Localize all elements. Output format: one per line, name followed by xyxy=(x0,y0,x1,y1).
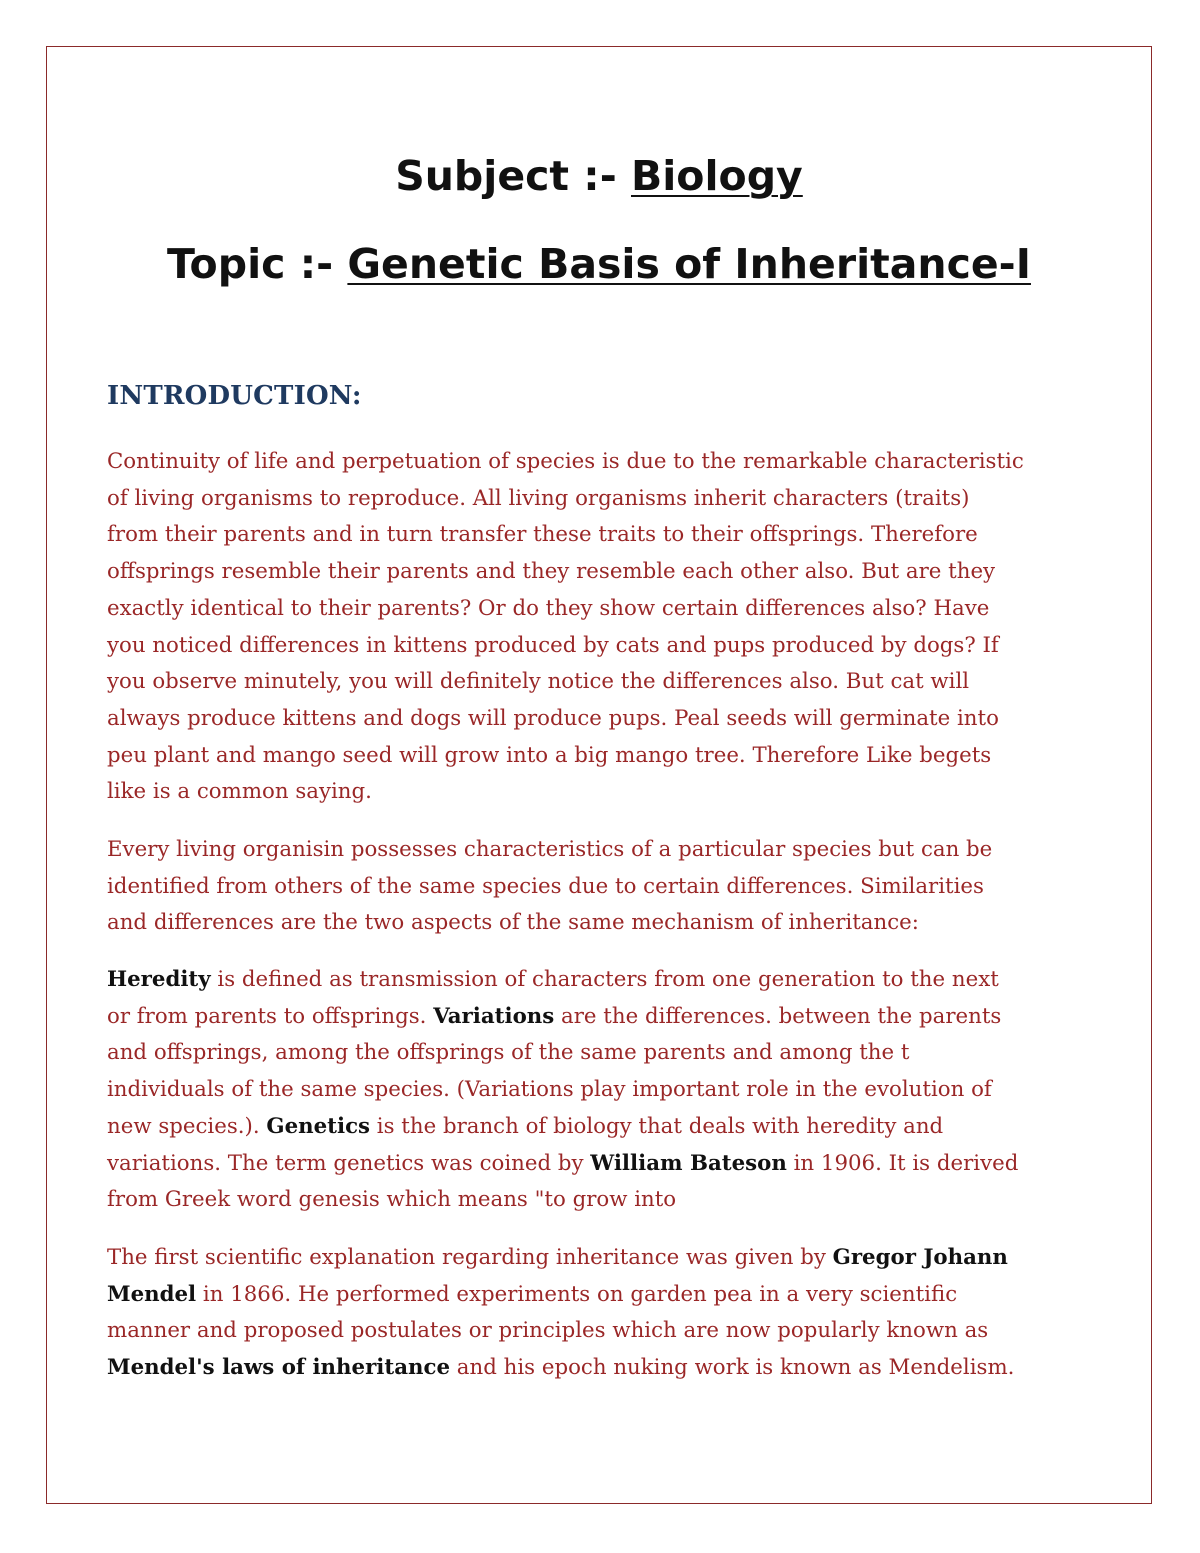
term-genetics: Genetics xyxy=(266,1113,371,1139)
paragraph-line xyxy=(107,999,1107,1036)
name-william-bateson: William Bateson xyxy=(590,1150,787,1176)
paragraph-line xyxy=(107,1240,1107,1277)
topic-value: Genetic Basis of Inheritance-I xyxy=(347,240,1031,288)
text-run: new species.). xyxy=(107,1113,267,1139)
paragraph-line: individuals of the same species. (Variations play important role in the evolution of xyxy=(107,1077,992,1103)
paragraph-line: from their parents and in turn transfer these traits to their offsprings. Therefore xyxy=(107,522,978,548)
text-run: in 1866. He performed experiments on garden pea in a very scientific xyxy=(196,1281,958,1307)
paragraph-line xyxy=(107,1277,1107,1314)
intro-paragraph-2 xyxy=(107,832,1107,942)
paragraph-line xyxy=(107,1109,1107,1146)
paragraph-line: and offsprings, among the offsprings of the same parents and among the t xyxy=(107,1040,910,1066)
paragraph-line: peu plant and mango seed will grow into a big mango tree. Therefore Like begets xyxy=(107,742,992,768)
paragraph-line: manner and proposed postulates or principles which are now popularly known as xyxy=(107,1318,989,1344)
intro-paragraph-4 xyxy=(107,1240,1107,1387)
subject-heading xyxy=(46,150,1152,202)
name-mendel: Mendel xyxy=(107,1281,197,1307)
text-run: are the differences. between the parents xyxy=(554,1003,1002,1029)
topic-heading xyxy=(46,238,1152,290)
paragraph-line: Continuity of life and perpetuation of species is due to the remarkable characteristic xyxy=(107,449,1024,474)
paragraph-line xyxy=(107,962,1107,999)
text-run: is the branch of biology that deals with heredity and xyxy=(370,1113,944,1139)
introduction-heading: INTRODUCTION: xyxy=(107,381,362,411)
text-run: in 1906. It is derived xyxy=(786,1150,1019,1176)
paragraph-line: and differences are the two aspects of the same mechanism of inheritance: xyxy=(107,910,919,936)
paragraph-line xyxy=(107,1350,1107,1387)
term-heredity: Heredity xyxy=(107,967,211,992)
subject-label: Subject :- xyxy=(395,152,631,200)
paragraph-line: like is a common saying. xyxy=(107,779,372,805)
paragraph-line: from Greek word genesis which means "to grow into xyxy=(107,1187,677,1213)
paragraph-line: Every living organisin possesses characteristics of a particular species but can be xyxy=(107,837,993,862)
paragraph-line: you noticed differences in kittens produced by cats and pups produced by dogs? If xyxy=(107,632,999,658)
subject-value: Biology xyxy=(631,152,803,200)
paragraph-line xyxy=(107,1146,1107,1183)
text-run: and his epoch nuking work is known as Mendelism. xyxy=(450,1355,1015,1381)
paragraph-line: offsprings resemble their parents and they resemble each other also. But are they xyxy=(107,559,996,585)
term-mendels-laws: Mendel's laws of inheritance xyxy=(107,1355,451,1381)
term-variations: Variations xyxy=(433,1003,555,1029)
intro-paragraph-1 xyxy=(107,444,1107,811)
topic-label: Topic :- xyxy=(167,240,348,288)
paragraph-line: you observe minutely, you will definitely notice the differences also. But cat will xyxy=(107,669,970,695)
paragraph-line: exactly identical to their parents? Or do they show certain differences also? Have xyxy=(107,595,990,621)
intro-paragraph-3 xyxy=(107,962,1107,1219)
paragraph-line: identified from others of the same species due to certain differences. Similarities xyxy=(107,873,984,899)
name-gregor-johann: Gregor Johann xyxy=(832,1245,1008,1270)
text-run: or from parents to offsprings. xyxy=(107,1003,434,1029)
paragraph-line: of living organisms to reproduce. All living organisms inherit characters (traits) xyxy=(107,485,970,511)
paragraph-line: always produce kittens and dogs will produce pups. Peal seeds will germinate into xyxy=(107,705,999,731)
text-run: is defined as transmission of characters from one generation to the next xyxy=(210,967,999,992)
text-run: variations. The term genetics was coined by xyxy=(107,1150,591,1176)
text-run: The first scientific explanation regarding inheritance was given by xyxy=(107,1245,833,1270)
